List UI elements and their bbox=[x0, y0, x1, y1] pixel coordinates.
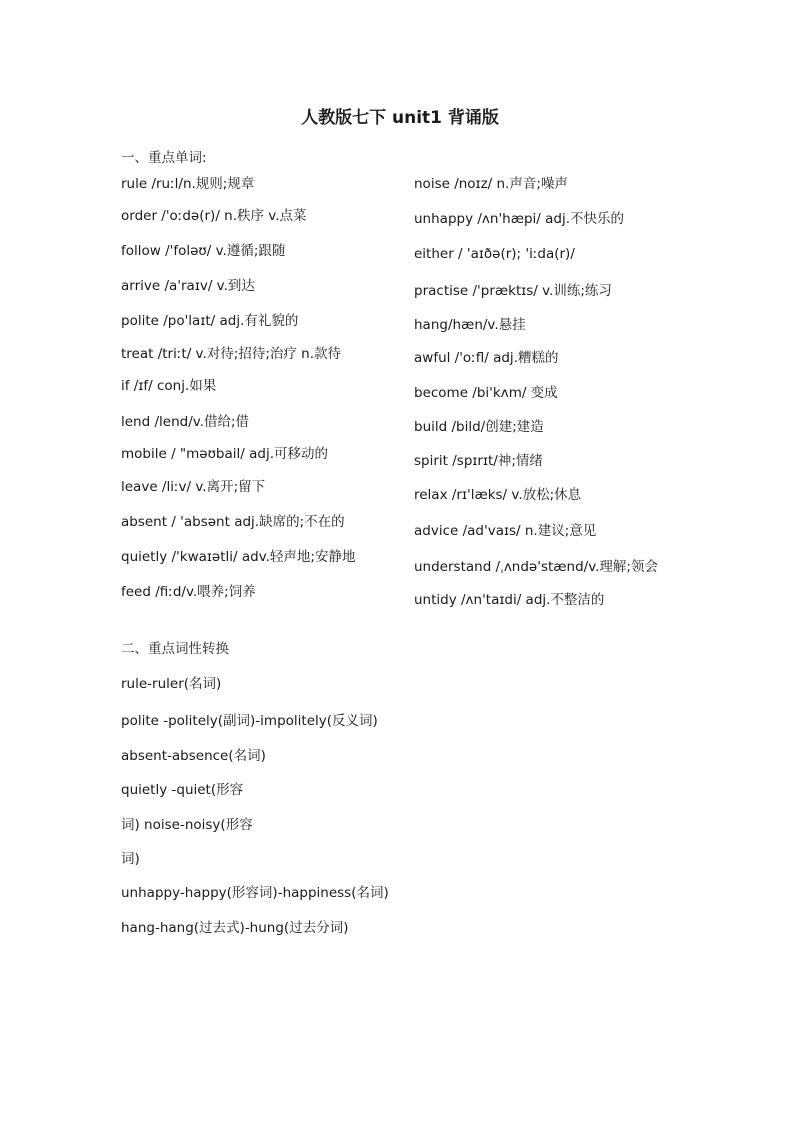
word-form-item: quietly -quiet(形容 bbox=[121, 782, 244, 798]
vocab-item: treat /triːt/ v.对待;招待;治疗 n.款待 bbox=[121, 346, 342, 362]
vocab-item: arrive /a'raɪv/ v.到达 bbox=[121, 278, 255, 294]
vocab-item: lend /lend/v.借给;借 bbox=[121, 414, 250, 430]
vocab-item: quietly /'kwaɪətli/ adv.轻声地;安静地 bbox=[121, 549, 356, 565]
vocab-item: rule /ruːl/n.规则;规章 bbox=[121, 176, 255, 192]
vocab-item: polite /po'laɪt/ adj.有礼貌的 bbox=[121, 313, 299, 329]
vocab-item: relax /rɪ'læks/ v.放松;休息 bbox=[414, 487, 582, 503]
word-form-item: absent-absence(名词) bbox=[121, 748, 266, 764]
vocab-item: awful /'oːfl/ adj.糟糕的 bbox=[414, 350, 559, 366]
section-heading-word-forms: 二、重点词性转换 bbox=[121, 641, 229, 657]
word-form-item: 词) noise-noisy(形容 bbox=[121, 817, 253, 833]
vocab-item: follow /'foləʊ/ v.遵循;跟随 bbox=[121, 243, 286, 259]
vocab-item: hang/hæn/v.悬挂 bbox=[414, 317, 526, 333]
vocab-item: if /ɪf/ conj.如果 bbox=[121, 378, 217, 394]
word-form-item: unhappy-happy(形容词)-happiness(名词) bbox=[121, 885, 389, 901]
vocab-item: build /bild/创建;建造 bbox=[414, 419, 544, 435]
vocab-item: noise /noɪz/ n.声音;噪声 bbox=[414, 176, 568, 192]
vocab-item: practise /'præktɪs/ v.训练;练习 bbox=[414, 283, 612, 299]
vocab-item: leave /liːv/ v.离开;留下 bbox=[121, 479, 266, 495]
vocab-item: untidy /ʌn'taɪdi/ adj.不整洁的 bbox=[414, 592, 605, 608]
vocab-item: absent / 'absənt adj.缺席的;不在的 bbox=[121, 514, 345, 530]
section-heading-vocabulary: 一、重点单词: bbox=[121, 150, 207, 166]
word-form-item: polite -politely(副词)-impolitely(反义词) bbox=[121, 713, 378, 729]
word-form-item: rule-ruler(名词) bbox=[121, 676, 222, 692]
vocab-item: advice /ad'vaɪs/ n.建议;意见 bbox=[414, 523, 597, 539]
vocab-item: mobile / "məʊbail/ adj.可移动的 bbox=[121, 446, 328, 462]
vocab-item: spirit /spɪrɪt/神;情绪 bbox=[414, 453, 543, 469]
vocab-item: understand /ˌʌndə'stænd/v.理解;领会 bbox=[414, 559, 658, 575]
vocab-item: become /bi'kʌm/ 变成 bbox=[414, 385, 558, 401]
word-form-item: 词) bbox=[121, 851, 140, 867]
page-title: 人教版七下 unit1 背诵版 bbox=[301, 108, 499, 128]
vocab-item: unhappy /ʌn'hæpi/ adj.不快乐的 bbox=[414, 211, 625, 227]
word-form-item: hang-hang(过去式)-hung(过去分词) bbox=[121, 920, 349, 936]
vocab-item: either / 'aɪðə(r); 'iːda(r)/ bbox=[414, 246, 575, 262]
vocab-item: feed /fiːd/v.喂养;饲养 bbox=[121, 584, 256, 600]
vocab-item: order /'oːdə(r)/ n.秩序 v.点菜 bbox=[121, 208, 307, 224]
